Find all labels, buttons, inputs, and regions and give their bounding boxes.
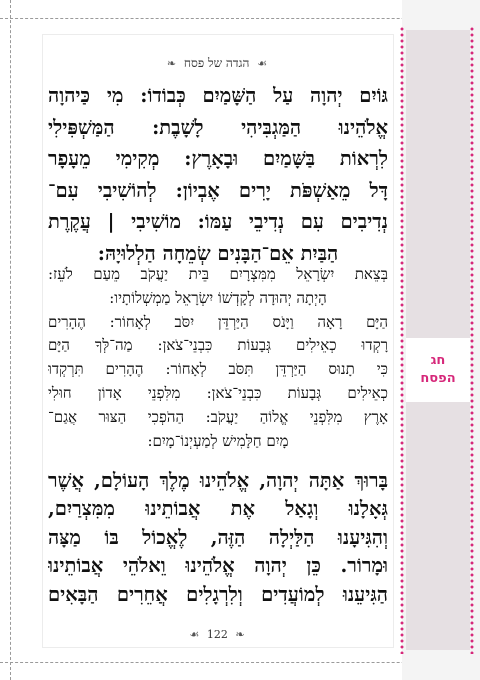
text-line: אָרֶץ מִלִּפְנֵי אֱלוֹהַ יַעֲקֹב: הַהֹפְכִי הַצּוּר אֲגַם־	[48, 407, 388, 426]
ornament-left: ☙	[257, 57, 268, 70]
text-line: וְהִגִּיעָנוּ הַלַּיְלָה הַזֶּה, לֶאֱכוֹל בּוֹ מַצָּה	[48, 525, 388, 549]
text-line: בְּצֵאת יִשְׂרָאֵל מִמִּצְרָיִם בֵּית יַעֲקֹב מֵעַם לֹעֵז:	[48, 265, 388, 283]
tab-label-line2: הפסח	[420, 371, 456, 386]
text-line: כִּי תָנוּס הַיַּרְדֵּן תִּסֹּב לְאָחוֹר: הֶהָרִים תִּרְקְדוּ	[48, 360, 388, 379]
text-line: הַבַּיִת אֵם־הַבָּנִים שְׂמֵחָה הַלְלוּיָהּ:	[97, 241, 339, 265]
text-block-3	[48, 467, 388, 609]
text-line: מָיִם חַלָּמִישׁ לְמַעְיְנוֹ־מָיִם:	[147, 431, 289, 450]
text-block-1	[48, 80, 388, 269]
text-line: אֱלֹהֵינוּ הַמַּגְבִּיהִי לָשָׁבֶת: הַמַּשְׁפִּילִי	[48, 115, 388, 139]
running-head	[42, 56, 392, 71]
tab-label-line1: חג	[430, 353, 446, 368]
text-line: לִרְאוֹת בַּשָּׁמַיִם וּבָאָרֶץ: מְקִימִי מֵעָפָר	[48, 147, 388, 170]
text-line: נְדִיבִים עִם נְדִיבֵי עַמּוֹ: מוֹשִׁיבִי | עֲקֶרֶת	[48, 210, 388, 233]
running-head-title: הגדה של פסח	[183, 56, 250, 70]
folio-ornament-right: ❧	[235, 628, 245, 641]
text-line: הָיְתָה יְהוּדָה לְקָדְשׁוֹ יִשְׂרָאֵל מַמְשְׁלוֹתָיו:	[109, 288, 327, 307]
folio-ornament-left: ☙	[189, 628, 200, 641]
text-line: גְּאָלָנוּ וְגָאַל אֶת אֲבוֹתֵינוּ מִמִּצְרַיִם,	[48, 497, 388, 521]
ornament-right: ❧	[166, 57, 177, 70]
text-line: דָּל מֵאַשְׁפֹּת יָרִים אֶבְיוֹן: לְהוֹשִׁיבִי עִם־	[48, 178, 388, 202]
text-line: בָּרוּךְ אַתָּה יְהוָה, אֱלֹהֵינוּ מֶלֶךְ הָעוֹלָם, אֲשֶׁר	[48, 469, 388, 492]
dotted-border-right	[470, 26, 474, 654]
text-line: וּמָרוֹר. כֵּן יְהוָה אֱלֹהֵינוּ וֵאלֹהֵי אֲבוֹתֵינוּ	[48, 554, 388, 578]
text-line: גּוֹיִם יְהוָה עַל הַשָּׁמַיִם כְּבוֹדוֹ: מִי כַּיהוָה	[48, 84, 388, 107]
text-line: כְאֵילִים גְּבָעוֹת כִּבְנֵי־צֹאן: מִלִּפְנֵי אָדוֹן חוּלִי	[48, 383, 388, 402]
text-line: הַגִּיעֵנוּ לְמוֹעֲדִים וְלִרְגָלִים אֲחֵרִים הַבָּאִים	[48, 582, 388, 606]
text-line: הַיָּם רָאָה וַיָּנֹס הַיַּרְדֵּן יִסֹּב לְאָחוֹר: הֶהָרִים	[48, 312, 388, 331]
text-line: רָקְדוּ כְאֵילִים גְּבָעוֹת כִּבְנֵי־צֹאן: מַה־לְּךָ הַיָּם	[48, 336, 388, 355]
section-tab-label	[406, 338, 470, 402]
text-block-2	[48, 263, 388, 453]
crop-guide-left	[10, 0, 11, 680]
page-footer	[42, 628, 392, 641]
page-number: 122	[206, 628, 228, 641]
dotted-border-left	[400, 26, 404, 654]
